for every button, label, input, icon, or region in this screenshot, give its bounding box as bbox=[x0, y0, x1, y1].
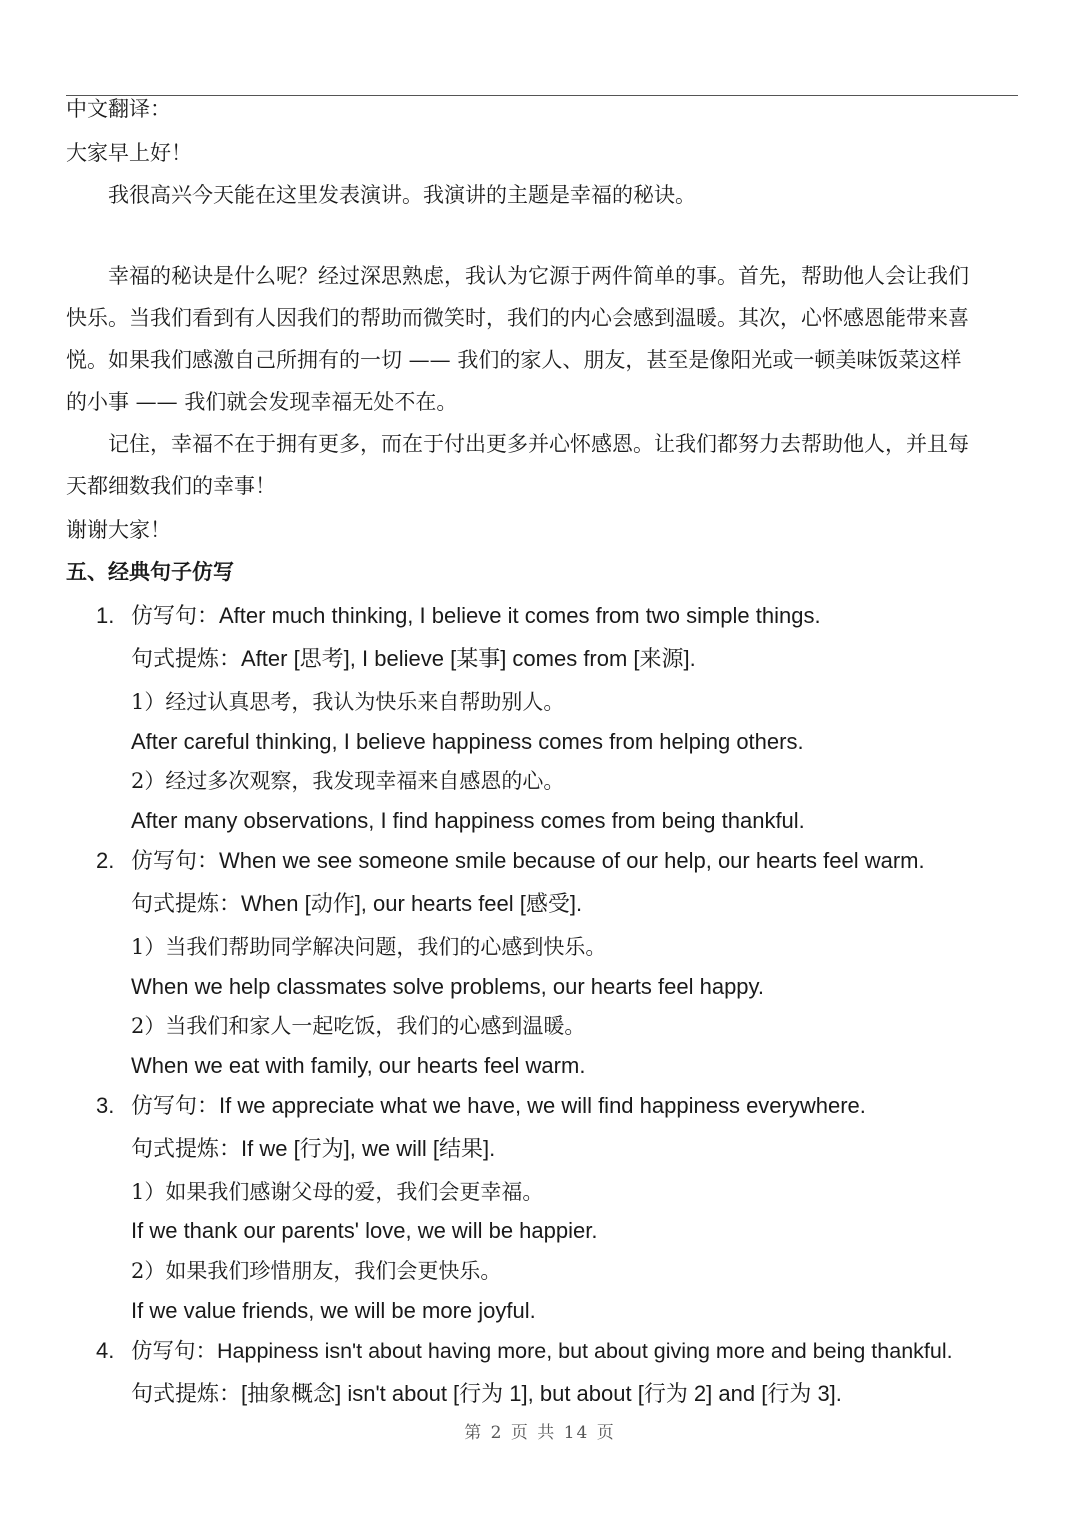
header-rule bbox=[66, 95, 1018, 96]
model-sentence: 仿写句：Happiness isn't about having more, but about giving more and being thankful. bbox=[131, 1339, 953, 1363]
pattern: 句式提炼：After [思考], I believe [某事] comes from [来源]. bbox=[131, 646, 696, 671]
section-title: 五、经典句子仿写 bbox=[66, 560, 234, 584]
translation-title: 中文翻译： bbox=[66, 97, 171, 121]
example-cn: 2）当我们和家人一起吃饭，我们的心感到温暖。 bbox=[131, 1014, 586, 1038]
thanks: 谢谢大家！ bbox=[66, 518, 171, 542]
greeting: 大家早上好！ bbox=[66, 141, 192, 165]
pattern: 句式提炼：When [动作], our hearts feel [感受]. bbox=[131, 891, 583, 916]
example-cn: 2）如果我们珍惜朋友，我们会更快乐。 bbox=[131, 1259, 502, 1283]
model-sentence: 仿写句：When we see someone smile because of our help, our hearts feel warm. bbox=[131, 848, 925, 873]
example-en: When we help classmates solve problems, our hearts feel happy. bbox=[131, 974, 765, 999]
paragraph-2-line: 幸福的秘诀是什么呢？经过深思熟虑，我认为它源于两件简单的事。首先，帮助他人会让我们 bbox=[108, 264, 969, 288]
page-footer: 第 2 页 共 14 页 bbox=[464, 1423, 616, 1443]
example-en: After careful thinking, I believe happiness comes from helping others. bbox=[131, 729, 804, 754]
item-number: 2. bbox=[96, 848, 115, 873]
item-number: 4. bbox=[96, 1338, 115, 1363]
pattern: 句式提炼：If we [行为], we will [结果]. bbox=[131, 1136, 496, 1161]
example-en: If we thank our parents' love, we will be happier. bbox=[131, 1218, 598, 1243]
paragraph-2-line: 快乐。当我们看到有人因我们的帮助而微笑时，我们的内心会感到温暖。其次，心怀感恩能带来喜 bbox=[66, 306, 969, 330]
paragraph-2-line: 的小事 —— 我们就会发现幸福无处不在。 bbox=[66, 390, 458, 414]
item-number: 3. bbox=[96, 1093, 115, 1118]
example-cn: 1）经过认真思考，我认为快乐来自帮助别人。 bbox=[131, 690, 565, 714]
example-en: After many observations, I find happiness comes from being thankful. bbox=[131, 808, 805, 833]
paragraph-1: 我很高兴今天能在这里发表演讲。我演讲的主题是幸福的秘诀。 bbox=[108, 183, 696, 207]
paragraph-2-line: 悦。如果我们感激自己所拥有的一切 —— 我们的家人、朋友，甚至是像阳光或一顿美味饭菜这样 bbox=[66, 348, 962, 372]
example-en: If we value friends, we will be more joyful. bbox=[131, 1298, 536, 1323]
model-sentence: 仿写句：If we appreciate what we have, we will find happiness everywhere. bbox=[131, 1093, 866, 1118]
paragraph-3-line: 记住，幸福不在于拥有更多，而在于付出更多并心怀感恩。让我们都努力去帮助他人，并且每 bbox=[108, 432, 969, 456]
model-sentence: 仿写句：After much thinking, I believe it comes from two simple things. bbox=[131, 603, 821, 628]
pattern: 句式提炼：[抽象概念] isn't about [行为 1], but about [行为 2] and [行为 3]. bbox=[131, 1381, 842, 1406]
example-cn: 1）如果我们感谢父母的爱，我们会更幸福。 bbox=[131, 1180, 544, 1204]
item-number: 1. bbox=[96, 603, 115, 628]
paragraph-3-line: 天都细数我们的幸事！ bbox=[66, 474, 276, 498]
example-cn: 2）经过多次观察，我发现幸福来自感恩的心。 bbox=[131, 769, 565, 793]
example-cn: 1）当我们帮助同学解决问题，我们的心感到快乐。 bbox=[131, 935, 607, 959]
example-en: When we eat with family, our hearts feel warm. bbox=[131, 1053, 586, 1078]
